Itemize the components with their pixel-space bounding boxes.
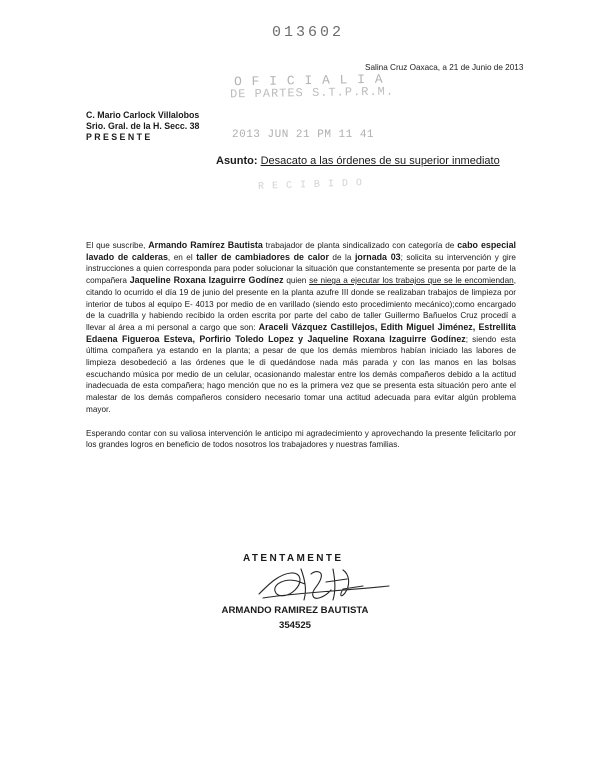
addressee-title: Srio. Gral. de la H. Secc. 38 [86, 121, 200, 131]
refusal-text: se niega a ejecutar los trabajos que se le encomiendan [309, 276, 514, 286]
received-stamp-line: O F I C I A L I A [233, 71, 384, 90]
crew-list: Araceli Vázquez Castillejos, Edith Miguel Jiménez, Estrellita Edaena Figueroa Esteva, Porfirio Toledo Lopez y Jaqueline Roxana Izaguirre Godínez [86, 321, 516, 344]
body-text: ; siendo esta última compañera ya estando en la planta; a pesar de que los demás miembros habían iniciado las labores de limpieza desobedeció a las órdenes que le di quedándose nada más parada y con las manos en las bolsas escuchando música por medio de un celular, ocasionando malestar entre los demás compañeros debido a la actitud inadecuada de esta compañera; hago mención que no es la primera vez que se presenta esta situación pero ante el malestar de los demás compañeros considero necesario tomar una actitud adecuada para evitar algún problema mayor. [86, 334, 516, 414]
signer-number: 354525 [278, 620, 311, 631]
addressee-name: C. Mario Carlock Villalobos [86, 110, 200, 120]
body-text: , en el [167, 252, 197, 262]
subject-line [216, 155, 500, 167]
shift-name: jornada 03 [354, 251, 401, 262]
body-text: ; solicita su intervención y gire instrucciones a quien corresponda para poder solucionar la situación que constantemente se presenta por parte de la compañera [86, 252, 516, 286]
body-paragraph-2: Esperando contar con su valiosa intervención le anticipo mi agradecimiento y aprovechando la presente felicitarlo por los grandes logros en beneficio de todos nosotros los trabajadores y nuestras familias. [86, 428, 516, 450]
body-paragraph-1 [86, 240, 516, 416]
subject-label: Asunto: [216, 155, 258, 167]
body-text: trabajador de planta sindicalizado con categoría de [262, 241, 458, 250]
received-stamp-faded: R E C I B I D O [257, 178, 364, 193]
addressee-block [86, 110, 199, 143]
date-line: Salina Cruz Oaxaca, a 21 de Junio de 2013 [365, 63, 524, 72]
addressee-presente: PRESENTE [86, 132, 153, 142]
subject-text: Desacato a las órdenes de su superior inmediato [260, 155, 500, 167]
body-text: , citando lo ocurrido el día 19 de junio del presente en la planta azufre III donde se realizaban trabajos de limpieza por interior de tubos al equipo E- 4013 por medio de en varillado (siendo esto procedimiento mecánico);como encargado de la cuadrilla y habiendo recibido la orden escrita por parte del cabo de taller Guillermo Bañuelos Cruz procedí a llevar al área a mi personal a cargo que son: [86, 276, 516, 332]
closing-salutation: ATENTAMENTE [243, 553, 344, 564]
received-stamp-date: 2013 JUN 21 PM 11 41 [232, 129, 375, 141]
folio-number: 013602 [272, 24, 345, 41]
body-text: El que suscribe, [86, 241, 149, 250]
body-text: quien [283, 276, 310, 286]
employee-name: Jaqueline Roxana Izaguirre Godínez [129, 275, 284, 286]
workshop-name: taller de cambiadores de calor [196, 251, 329, 262]
signer-block [200, 603, 390, 633]
letter-body [86, 240, 516, 451]
handwritten-signature [255, 560, 395, 608]
body-text: de la [328, 252, 355, 262]
received-stamp-office: DE PARTES S.T.P.R.M. [229, 84, 395, 102]
signer-name: ARMANDO RAMIREZ BAUTISTA [221, 605, 369, 616]
sender-name: Armando Ramírez Bautista [148, 240, 263, 250]
job-category: cabo especial lavado de calderas [86, 240, 517, 262]
